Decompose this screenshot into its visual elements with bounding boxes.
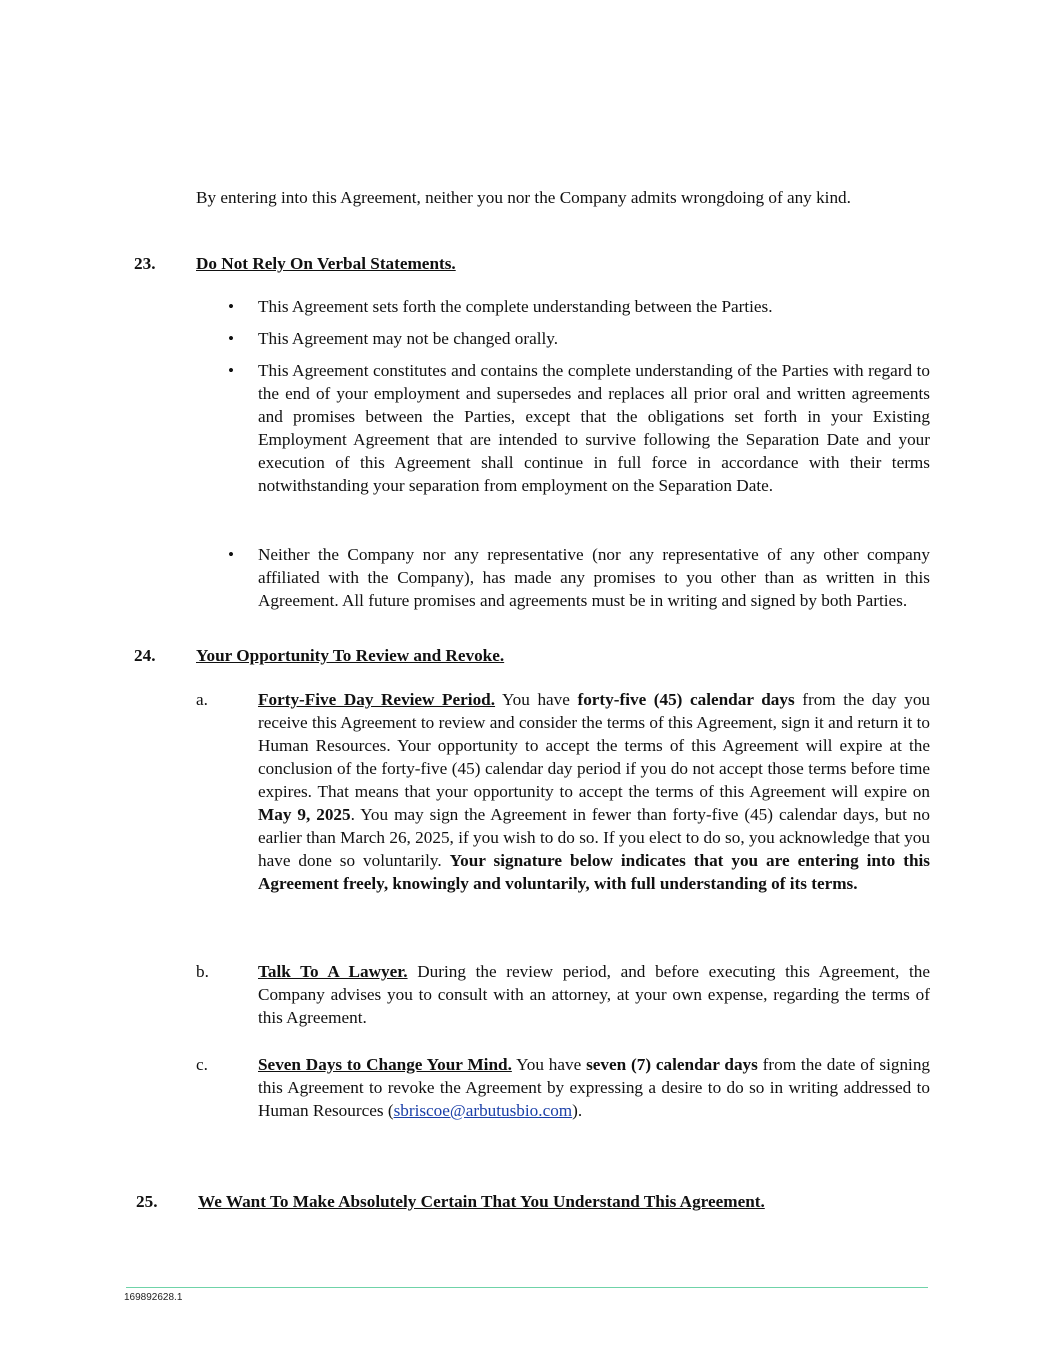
bullet-icon: • [228, 297, 235, 316]
footer-rule [126, 1287, 928, 1288]
bullet-icon: • [228, 361, 235, 380]
hr-email-link[interactable]: sbriscoe@arbutusbio.com [393, 1101, 573, 1120]
section-24-number: 24. [134, 646, 156, 665]
bullet-text: This Agreement may not be changed orally. [258, 329, 559, 348]
item-letter: a. [196, 690, 208, 709]
item-b-text: Talk To A Lawyer. During the review period, and before executing this Agreement, the Company advises you to consult with an attorney, at your own expense, regarding the terms of this Agreement. [258, 962, 930, 1027]
item-c-title: Seven Days to Change Your Mind. [258, 1055, 512, 1074]
bullet-text: Neither the Company nor any representative (nor any representative of any other company affiliated with the Company), has made any promises to you other than as written in this Agreement. All future promises and agreements must be in writing and signed by both Parties. [258, 545, 930, 610]
item-c-text: Seven Days to Change Your Mind. You have seven (7) calendar days from the date of signing this Agreement to revoke the Agreement by expressing a desire to do so in writing addressed to Human Resources (sbriscoe@arbutusbio.com). [258, 1055, 931, 1120]
item-b-title: Talk To A Lawyer. [258, 962, 408, 981]
item-letter: b. [196, 962, 209, 981]
item-a-text: Forty-Five Day Review Period. You have forty-five (45) calendar days from the day you receive this Agreement to review and consider the terms of this Agreement, sign it and return it to Human Resources. Your opportunity to accept the terms of this Agreement will expire at the conclusion of the forty-five (45) calendar day period if you do not accept those terms before time expires. That means that your opportunity to accept the terms of this Agreement will expire on May 9, 2025. You may sign the Agreement in fewer than forty-five (45) calendar days, but no earlier than March 26, 2025, if you wish to do so. If you elect to do so, you acknowledge that you have done so voluntarily. Your signature below indicates that you are entering into this Agreement freely, knowingly and voluntarily, with full understanding of its terms. [258, 690, 931, 893]
section-23-heading: Do Not Rely On Verbal Statements. [196, 254, 456, 273]
item-a-title: Forty-Five Day Review Period. [258, 690, 496, 709]
bullet-text: This Agreement constitutes and contains the complete understanding of the Parties with regard to the end of your employment and supersedes and replaces all prior oral and written agreements and promises between the Parties, except that the obligations set forth in your Existing Employment Agreement that are intended to survive following the Separation Date and your execution of this Agreement shall continue in full force in accordance with their terms notwithstanding your separation from employment on the Separation Date. [258, 361, 930, 495]
bullet-icon: • [228, 545, 235, 564]
bullet-text: This Agreement sets forth the complete understanding between the Parties. [258, 297, 773, 316]
item-letter: c. [196, 1055, 208, 1074]
section-25-number: 25. [136, 1192, 158, 1211]
intro-paragraph: By entering into this Agreement, neither you nor the Company admits wrongdoing of any kind. [196, 188, 851, 207]
section-25-heading: We Want To Make Absolutely Certain That You Understand This Agreement. [198, 1192, 765, 1211]
section-23-number: 23. [134, 254, 156, 273]
section-24-heading: Your Opportunity To Review and Revoke. [196, 646, 505, 665]
footer-doc-id: 169892628.1 [124, 1292, 183, 1303]
bullet-icon: • [228, 329, 235, 348]
